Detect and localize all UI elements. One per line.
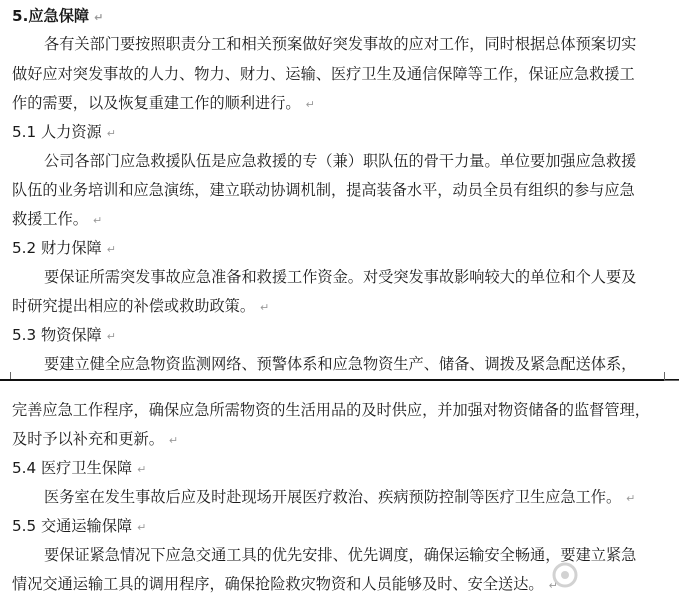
paragraph-line: 要保证所需突发事故应急准备和救援工作资金。对受突发事故影响较大的单位和个人要及 — [44, 268, 637, 286]
paragraph-line: 时研究提出相应的补偿或救助政策。 ↵ — [12, 297, 270, 315]
subsection-heading-5-3: 5.3 物资保障 ↵ — [12, 326, 116, 344]
paragraph-line: 要保证紧急情况下应急交通工具的优先安排、优先调度，确保运输安全畅通，要建立紧急 — [44, 546, 637, 564]
paragraph-line: 要建立健全应急物资监测网络、预警体系和应急物资生产、储备、调拨及紧急配送体系， — [44, 355, 637, 373]
paragraph-line: 情况交通运输工具的调用程序，确保抢险救灾物资和人员能够及时、安全送达。 ↵ — [12, 575, 558, 593]
page-divider-line — [0, 379, 679, 381]
crop-mark-right — [664, 372, 679, 381]
paragraph-line: 各有关部门要按照职责分工和相关预案做好突发事故的应对工作，同时根据总体预案切实 — [44, 35, 637, 53]
subsection-heading-5-2: 5.2 财力保障 ↵ — [12, 239, 116, 257]
page-break-separator — [0, 378, 679, 381]
paragraph-line: 完善应急工作程序，确保应急所需物资的生活用品的及时供应，并加强对物资储备的监督管理， — [12, 401, 650, 419]
paragraph-line: 医务室在发生事故后应及时赴现场开展医疗救治、疾病预防控制等医疗卫生应急工作。 ↵ — [44, 488, 636, 506]
paragraph-line: 作的需要，以及恢复重建工作的顺利进行。 ↵ — [12, 94, 315, 112]
subsection-heading-5-5: 5.5 交通运输保障 ↵ — [12, 517, 147, 535]
paragraph-line: 公司各部门应急救援队伍是应急救援的专（兼）职队伍的骨干力量。单位要加强应急救援 — [44, 152, 637, 170]
section-heading-5: 5.应急保障 ↵ — [12, 7, 104, 25]
paragraph-line: 救援工作。 ↵ — [12, 210, 103, 228]
jingyan-watermark-icon — [549, 559, 669, 595]
paragraph-line: 做好应对突发事故的人力、物力、财力、运输、医疗卫生及通信保障等工作，保证应急救援工 — [12, 65, 635, 83]
paragraph-line: 及时予以补充和更新。 ↵ — [12, 430, 179, 448]
subsection-heading-5-4: 5.4 医疗卫生保障 ↵ — [12, 459, 147, 477]
paragraph-line: 队伍的业务培训和应急演练，建立联动协调机制，提高装备水平，动员全员有组织的参与应急 — [12, 181, 635, 199]
subsection-heading-5-1: 5.1 人力资源 ↵ — [12, 123, 116, 141]
